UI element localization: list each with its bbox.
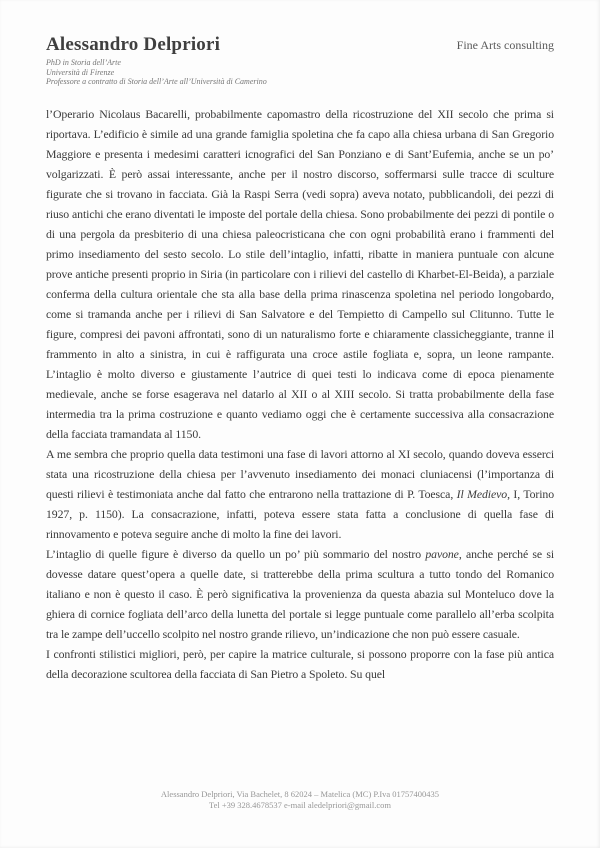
sender-identity (46, 34, 267, 87)
credential-line: Professore a contratto di Storia dell’Arte all’Università di Camerino (46, 77, 267, 86)
credential-line: Università di Firenze (46, 67, 115, 77)
text-run: L’intaglio di quelle figure è diverso da quello un po’ più sommario del nostro (46, 546, 426, 561)
text-run: , I, Torino 1927, p. 1150). La consacrazione, infatti, poteva essere stata fatta a conclusione di quella fase di rinnovamento e poteva seguire anche di molto la fine dei lavori. (46, 486, 554, 541)
text-run: I confronti stilistici migliori, però, per capire la matrice culturale, si possono proporre con la fase più antica della decorazione scultorea della facciata di San Pietro a Spoleto. Su quel (46, 646, 554, 681)
paragraph-1 (46, 104, 554, 444)
sender-name: Alessandro Delpriori (46, 34, 221, 55)
text-run: , anche perché se si dovesse datare quest’opera a quelle date, si tratterebbe della prima scultura a tutto tondo del Romanico italiano e non è questo il caso. È però significativa la provenienza da questa abazia sul Monteluco dove la ghiera di cornice fogliata dell’arco della lunetta del portale si legge puntuale come parallelo all’erba scolpita tra le zampe dell’uccello scolpito nel nostro grande rilievo, un’indicazione che non può essere casuale. (46, 546, 554, 641)
paragraph-2 (46, 444, 554, 544)
credentials (46, 58, 267, 87)
text-run: l’Operario Nicolaus Bacarelli, probabilmente capomastro della ricostruzione del XII secolo che prima si riportava. L’edificio è simile ad una grande famiglia spoletina che fa capo alla chiesa urbana di San Gregorio Maggiore e presenta i medesimi caratteri icnografici del San Ponziano e di Sant’Eufemia, anche se un po’ volgarizzati. È però assai interessante, anche per il nostro discorso, soffermarsi sulle tracce di sculture figurate che si trovano in facciata. Già la Raspi Serra (vedi sopra) aveva notato, pubblicandoli, dei pezzi di riuso antichi che erano diventati le imposte del portale della chiesa. Sono probabilmente dei pezzi di pontile o di una pergola da presbiterio di una chiesa paleocristicana che con ogni probabilità erano i frammenti del primo insediamento del sesto secolo. Lo stile dell’intaglio, infatti, ribatte in maniera puntuale con alcune prove antiche presenti proprio in Siria (in particolare con i rilievi del castello di Kharbet-El-Beida), a parziale conferma della cultura orientale che sta alla base della prima rinascenza spoletina nel periodo longobardo, come si tramanda anche per i rilievi di San Salvatore e del Tempietto di Campello sul Clitunno. Tutte le figure, compresi dei pavoni affrontati, sono di un naturalismo forte e chiaramente classicheggiante, tranne il frammento in alto a sinistra, in cui è raffigurata una croce astile fogliata e, sopra, un leone rampante. L’intaglio è molto diverso e giustamente l’autrice di quei testi lo indicava come di epoca pienamente medievale, anche se forse esagerava nel datarlo al XII o al XIII secolo. Si tratta probabilmente della fase intermedia tra la prima costruzione e quanto vediamo oggi che è certamente successiva alla consacrazione della facciata tramandata al 1150. (46, 106, 554, 441)
credential-line: PhD in Storia dell’Arte (46, 58, 121, 67)
body-text (46, 104, 554, 792)
text-run: A me sembra che proprio quella data testimoni una fase di lavori attorno al XI secolo, quando doveva esserci stata una ricostruzione della chiesa per l’avvenuto insediamento dei monaci cluniacensi (l’importanza di questi rilievi è testimoniata anche dal fatto che entrarono nella trattazione di P. Toesca, (46, 446, 554, 501)
consulting-label: Fine Arts consulting (456, 38, 554, 52)
footer-address: Alessandro Delpriori, Via Bachelet, 8 62024 – Matelica (MC) P.Iva 01757400435 (160, 789, 440, 799)
paragraph-4 (46, 644, 554, 684)
italic-text-run: Il Medievo (456, 486, 508, 501)
letterhead (0, 0, 600, 87)
page-footer (0, 789, 600, 811)
footer-contact: Tel +39 328.4678537 e-mail aledelpriori@gmail.com (209, 800, 391, 810)
paragraph-3 (46, 544, 554, 644)
italic-text-run: pavone (425, 546, 459, 561)
